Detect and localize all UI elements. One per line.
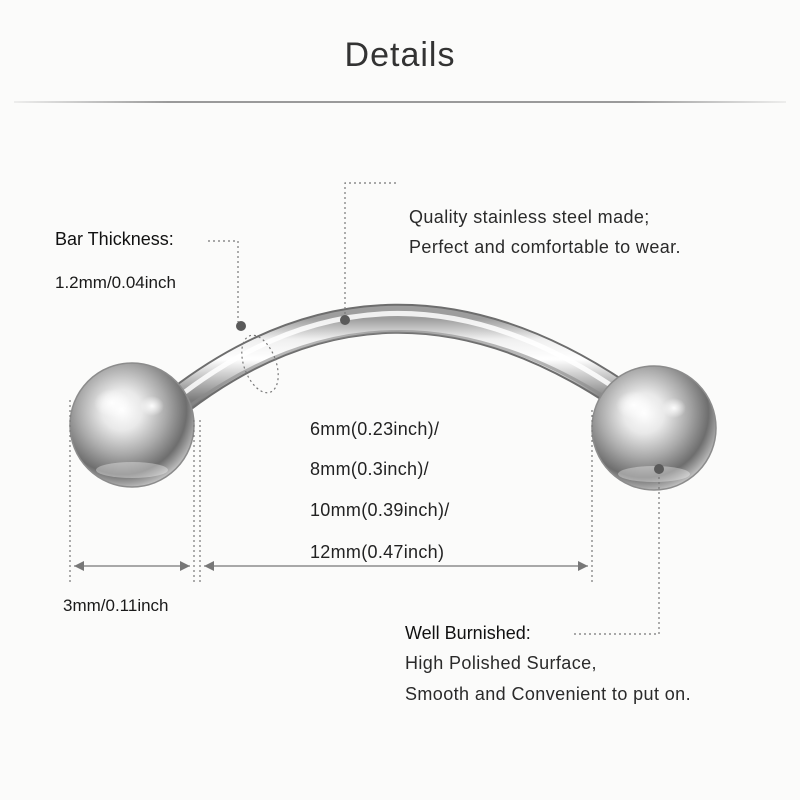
quality-pointer [345,183,396,316]
burnished-pointer [572,472,659,634]
length-option: 12mm(0.47inch) [310,542,445,562]
bar-thickness-label: Bar Thickness: [55,229,174,249]
quality-dot [340,315,350,325]
quality-line-1: Quality stainless steel made; [409,207,650,227]
bar-thickness-value: 1.2mm/0.04inch [55,273,176,292]
length-option: 8mm(0.3inch)/ [310,459,429,479]
length-option: 6mm(0.23inch)/ [310,419,440,439]
burnished-label: Well Burnished: [405,623,531,643]
left-ball [70,363,194,487]
quality-line-2: Perfect and comfortable to wear. [409,237,681,257]
page-title: Details [344,36,456,74]
thickness-dot [236,321,246,331]
ball-size-value: 3mm/0.11inch [63,596,169,615]
burnished-line-1: High Polished Surface, [405,653,597,673]
right-ball [592,366,716,490]
burnished-line-2: Smooth and Convenient to put on. [405,684,691,704]
length-option: 10mm(0.39inch)/ [310,500,450,520]
burnished-dot [654,464,664,474]
